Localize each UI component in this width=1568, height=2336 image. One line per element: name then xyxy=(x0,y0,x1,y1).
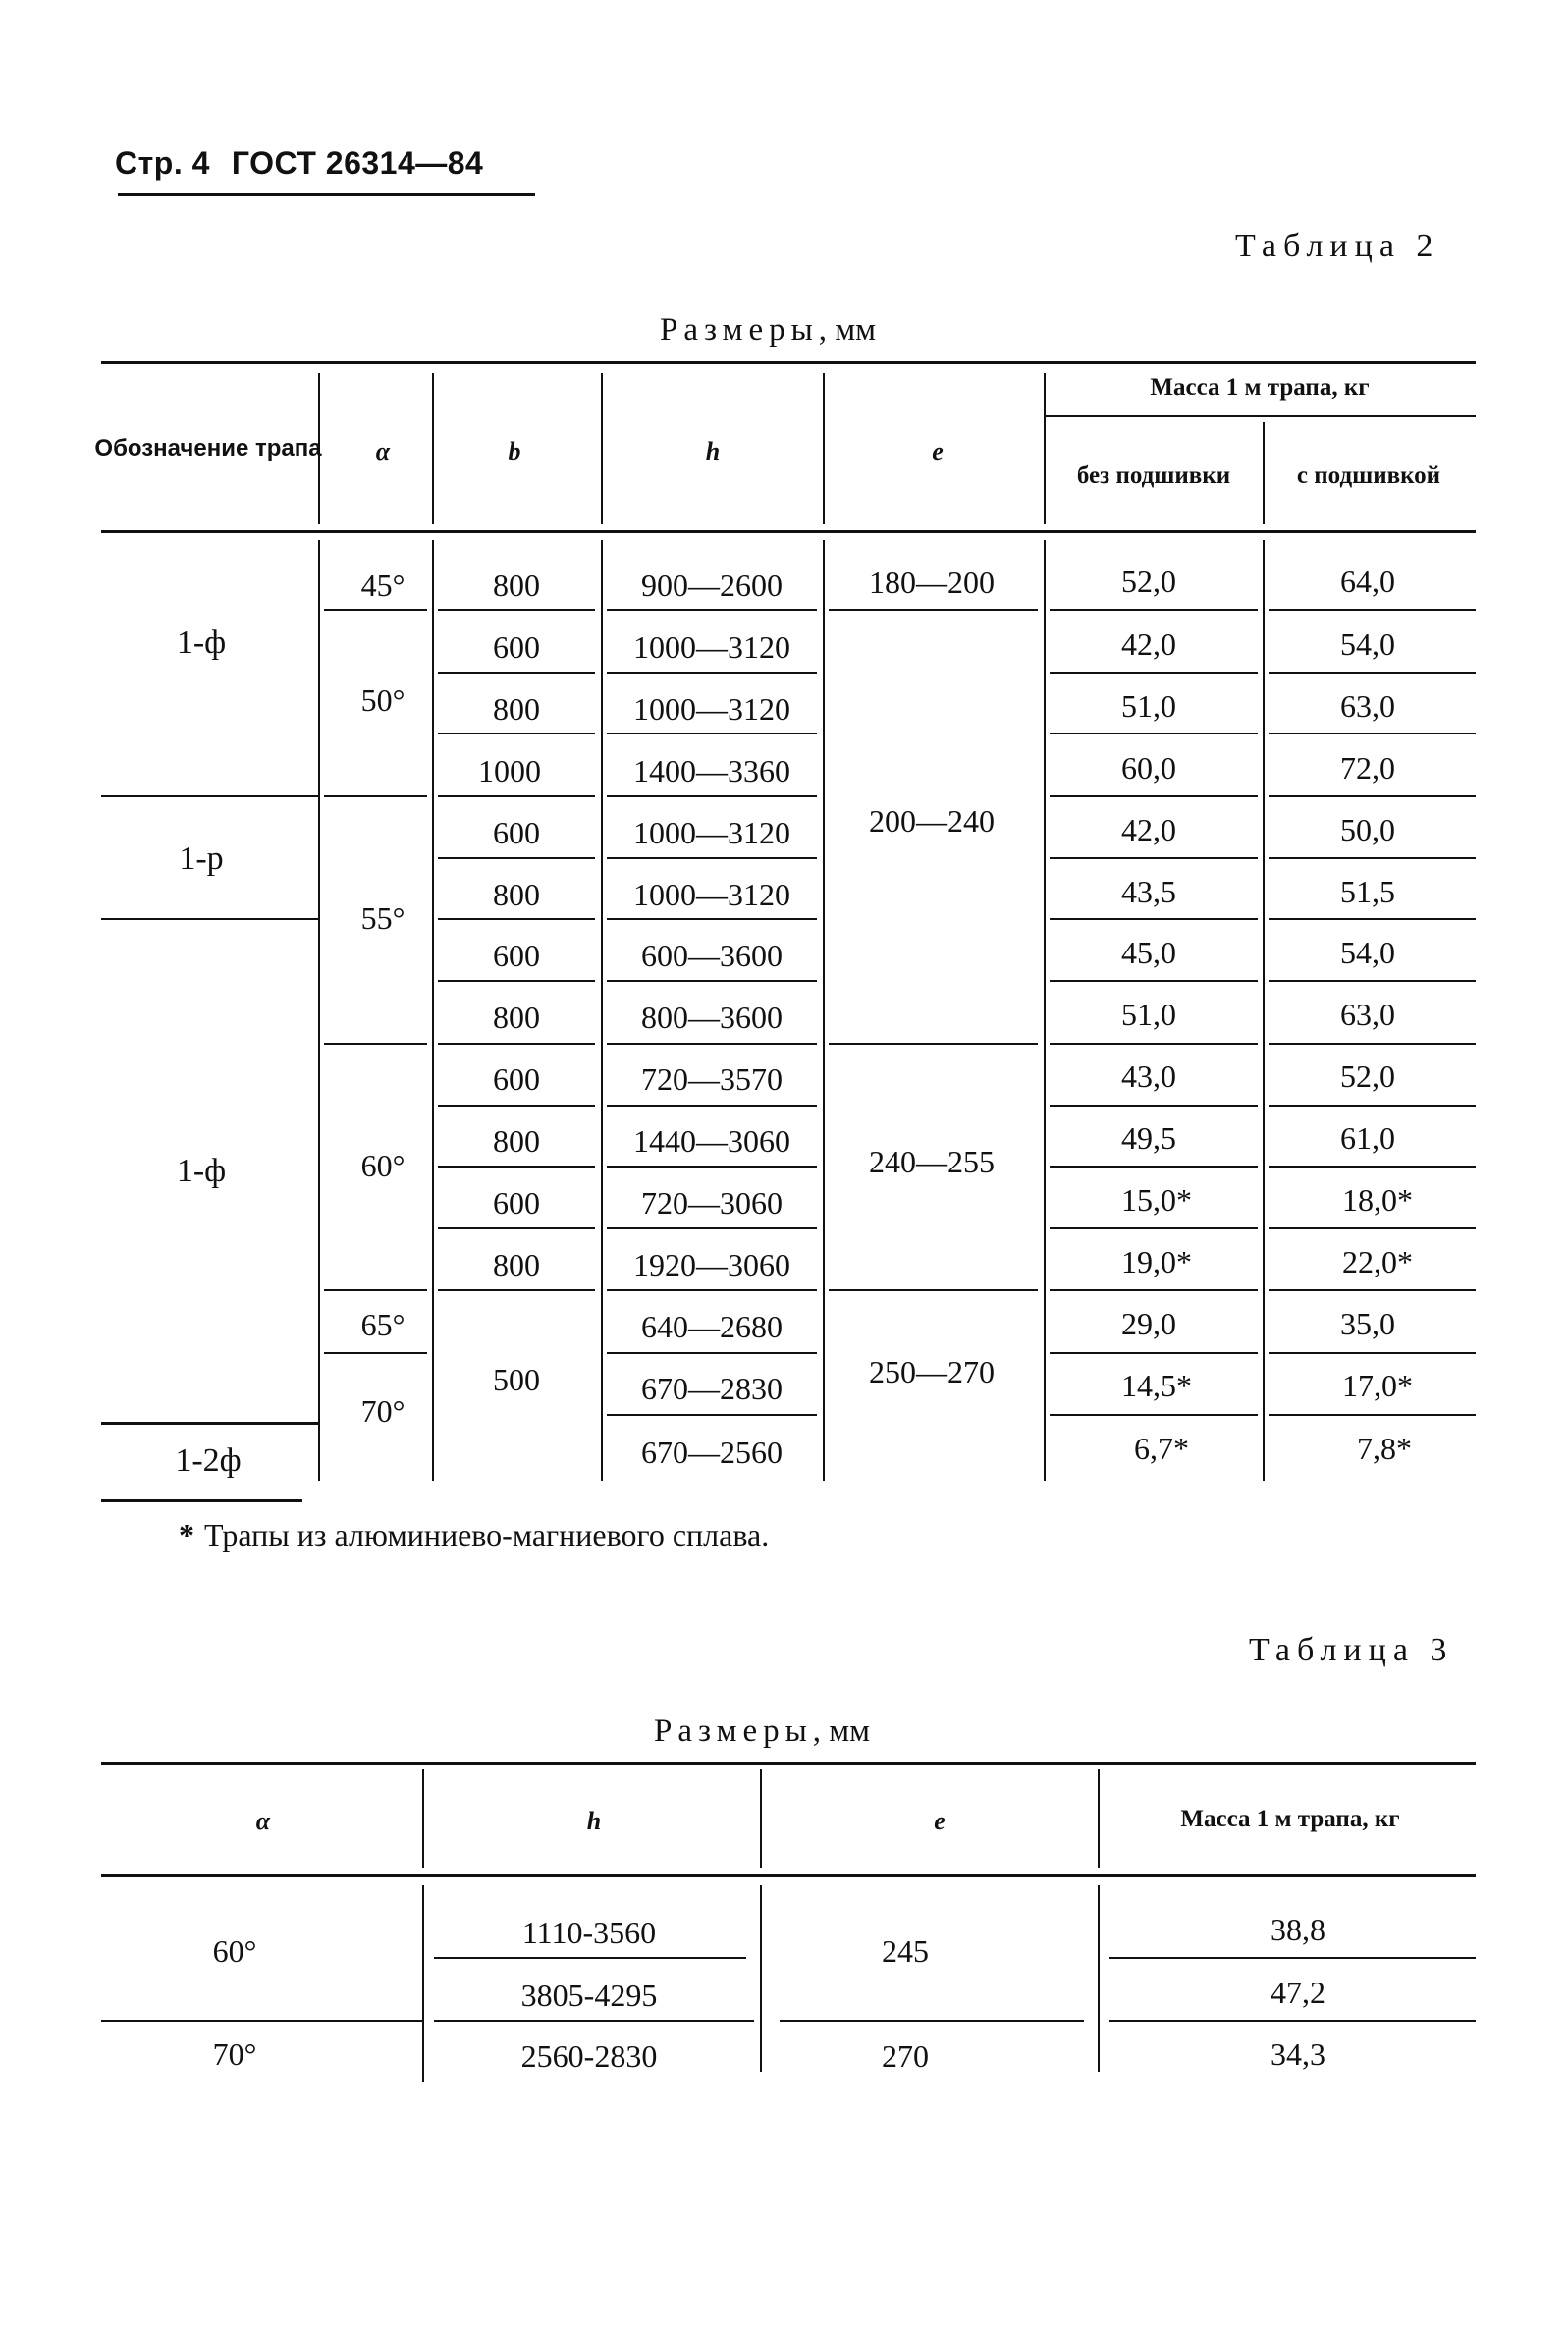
rule xyxy=(601,373,603,524)
rule xyxy=(422,1769,424,1868)
rule xyxy=(601,540,603,1481)
rule xyxy=(1050,1352,1258,1354)
h-value: 720—3570 xyxy=(641,1061,783,1097)
mass-without-value: 42,0 xyxy=(1121,626,1176,662)
rule xyxy=(607,1289,817,1291)
rule xyxy=(101,1762,1476,1765)
rule xyxy=(438,1043,595,1045)
col-header-e: e xyxy=(932,437,944,465)
rule xyxy=(1269,1105,1476,1107)
rule xyxy=(1050,1414,1258,1416)
rule xyxy=(1269,609,1476,611)
mass-without-value: 51,0 xyxy=(1121,997,1176,1032)
b-value: 800 xyxy=(493,1000,540,1035)
rule xyxy=(1269,672,1476,674)
col-header-e: e xyxy=(934,1807,946,1835)
mass-with-value: 61,0 xyxy=(1340,1120,1395,1156)
rule xyxy=(434,2020,754,2022)
b-value: 600 xyxy=(493,1061,540,1097)
mass-without-value: 42,0 xyxy=(1121,812,1176,847)
col-header-designation: Обозначение трапа xyxy=(94,435,322,462)
rule xyxy=(607,795,817,797)
table2-caption: Таблица 2 xyxy=(1235,228,1440,264)
rule xyxy=(438,1289,595,1291)
h-value: 1440—3060 xyxy=(633,1123,790,1159)
rule xyxy=(1046,415,1476,417)
e-value: 270 xyxy=(882,2038,929,2074)
h-value: 2560-2830 xyxy=(520,2038,658,2074)
rule xyxy=(829,1289,1038,1291)
mass-value: 38,8 xyxy=(1271,1912,1325,1947)
col-header-alpha: α xyxy=(375,437,391,465)
designation-label: 1-р xyxy=(179,841,224,877)
rule xyxy=(438,918,595,920)
page-number: Стр. 4 xyxy=(115,145,210,181)
h-value: 1000—3120 xyxy=(633,815,790,850)
rule xyxy=(1050,857,1258,859)
rule xyxy=(101,361,1476,364)
rule xyxy=(1269,857,1476,859)
mass-without-value: 19,0* xyxy=(1121,1244,1192,1279)
mass-without-value: 29,0 xyxy=(1121,1306,1176,1341)
rule xyxy=(607,1166,817,1168)
rule xyxy=(1050,609,1258,611)
table3-caption: Таблица 3 xyxy=(1249,1632,1454,1668)
col-header-b: b xyxy=(508,437,521,465)
rule xyxy=(607,857,817,859)
rule xyxy=(607,1105,817,1107)
mass-value: 47,2 xyxy=(1271,1975,1325,2010)
mass-with-value: 63,0 xyxy=(1340,997,1395,1032)
b-value: 800 xyxy=(493,568,540,603)
alpha-value: 70° xyxy=(212,2037,257,2072)
rule xyxy=(438,795,595,797)
mass-with-value: 51,5 xyxy=(1340,874,1395,909)
rule xyxy=(1269,795,1476,797)
designation-label: 1-2ф xyxy=(175,1442,242,1479)
e-value: 180—200 xyxy=(869,565,995,600)
rule xyxy=(438,857,595,859)
rule xyxy=(760,1769,762,1868)
h-value: 800—3600 xyxy=(641,1000,783,1035)
rule xyxy=(1098,1885,1100,2072)
rule xyxy=(101,2020,422,2022)
rule xyxy=(1044,373,1046,524)
rule xyxy=(324,1289,427,1291)
h-value: 1000—3120 xyxy=(633,877,790,912)
rule xyxy=(1269,733,1476,734)
mass-without-value: 60,0 xyxy=(1121,750,1176,786)
rule xyxy=(1050,1289,1258,1291)
rule xyxy=(823,373,825,524)
rule xyxy=(1269,1043,1476,1045)
rule xyxy=(607,672,817,674)
h-value: 1000—3120 xyxy=(633,629,790,665)
rule xyxy=(607,733,817,734)
rule xyxy=(1050,980,1258,982)
mass-with-value: 18,0* xyxy=(1342,1182,1413,1218)
rule xyxy=(1269,1227,1476,1229)
rule xyxy=(324,795,427,797)
rule xyxy=(780,2020,1084,2022)
rule xyxy=(1109,1957,1476,1959)
designation-label: 1-ф xyxy=(176,625,227,661)
rule xyxy=(1269,980,1476,982)
rule xyxy=(1050,1166,1258,1168)
b-value: 1000 xyxy=(478,753,541,788)
rule xyxy=(1269,918,1476,920)
header-rule xyxy=(118,193,535,196)
e-value: 250—270 xyxy=(869,1354,995,1389)
rule xyxy=(438,733,595,734)
mass-without-value: 43,5 xyxy=(1121,874,1176,909)
alpha-value: 45° xyxy=(360,568,406,603)
standard-code: ГОСТ 26314—84 xyxy=(231,145,484,181)
mass-with-value: 50,0 xyxy=(1340,812,1395,847)
rule xyxy=(101,1422,318,1425)
h-value: 1000—3120 xyxy=(633,691,790,727)
b-value: 600 xyxy=(493,629,540,665)
rule xyxy=(324,609,427,611)
rule xyxy=(1050,795,1258,797)
footnote: * Трапы из алюминиево-магниевого сплава. xyxy=(179,1517,770,1552)
rule xyxy=(1109,2020,1476,2022)
rule xyxy=(1050,672,1258,674)
rule xyxy=(607,1227,817,1229)
rule xyxy=(607,1352,817,1354)
b-value: 600 xyxy=(493,1185,540,1221)
b-value: 800 xyxy=(493,877,540,912)
rule xyxy=(607,918,817,920)
rule xyxy=(318,540,320,1481)
mass-with-value: 64,0 xyxy=(1340,564,1395,599)
designation-label: 1-ф xyxy=(176,1153,227,1189)
b-value: 800 xyxy=(493,691,540,727)
h-value: 1110-3560 xyxy=(521,1915,657,1950)
rule xyxy=(607,1414,817,1416)
rule xyxy=(438,1166,595,1168)
col-header-mass: Масса 1 м трапа, кг xyxy=(1180,1806,1400,1832)
table2-subcaption: Размеры, мм xyxy=(660,312,877,348)
mass-without-value: 6,7* xyxy=(1134,1431,1189,1466)
h-value: 670—2830 xyxy=(641,1371,783,1406)
rule xyxy=(438,609,595,611)
e-value: 240—255 xyxy=(869,1144,995,1179)
mass-with-value: 17,0* xyxy=(1342,1368,1413,1403)
h-value: 720—3060 xyxy=(641,1185,783,1221)
rule xyxy=(438,1105,595,1107)
alpha-value: 55° xyxy=(360,900,406,936)
rule xyxy=(829,1043,1038,1045)
mass-with-value: 22,0* xyxy=(1342,1244,1413,1279)
table3-subcaption: Размеры, мм xyxy=(654,1713,871,1749)
rule xyxy=(422,1885,424,2082)
mass-with-value: 35,0 xyxy=(1340,1306,1395,1341)
alpha-value: 65° xyxy=(360,1307,406,1342)
col-header-h: h xyxy=(586,1807,602,1835)
rule xyxy=(432,373,434,524)
e-value: 200—240 xyxy=(869,803,995,839)
rule xyxy=(434,1957,746,1959)
rule xyxy=(101,1874,1476,1877)
rule xyxy=(438,672,595,674)
h-value: 1400—3360 xyxy=(633,753,790,788)
alpha-value: 50° xyxy=(360,682,406,718)
rule xyxy=(324,1352,427,1354)
mass-with-value: 52,0 xyxy=(1340,1059,1395,1094)
rule xyxy=(1269,1352,1476,1354)
rule xyxy=(101,530,1476,533)
rule xyxy=(1050,733,1258,734)
h-value: 1920—3060 xyxy=(633,1247,790,1282)
mass-without-value: 45,0 xyxy=(1121,935,1176,970)
rule xyxy=(1050,918,1258,920)
rule xyxy=(1263,422,1265,524)
b-value: 800 xyxy=(493,1123,540,1159)
col-header-mass-without: без подшивки xyxy=(1076,462,1231,489)
rule xyxy=(1098,1769,1100,1868)
mass-without-value: 51,0 xyxy=(1121,688,1176,724)
page-header xyxy=(115,145,483,182)
rule xyxy=(432,540,434,1481)
mass-without-value: 14,5* xyxy=(1121,1368,1192,1403)
h-value: 640—2680 xyxy=(641,1309,783,1344)
rule xyxy=(1044,540,1046,1481)
rule xyxy=(607,609,817,611)
rule xyxy=(760,1885,762,2072)
mass-with-value: 72,0 xyxy=(1340,750,1395,786)
mass-with-value: 7,8* xyxy=(1357,1431,1412,1466)
rule xyxy=(438,1227,595,1229)
rule xyxy=(1050,1105,1258,1107)
mass-without-value: 49,5 xyxy=(1121,1120,1176,1156)
rule xyxy=(438,980,595,982)
rule xyxy=(823,540,825,1481)
col-header-alpha: α xyxy=(255,1807,271,1835)
mass-without-value: 15,0* xyxy=(1121,1182,1192,1218)
alpha-value: 60° xyxy=(360,1148,406,1183)
rule xyxy=(1269,1166,1476,1168)
b-value: 600 xyxy=(493,938,540,973)
mass-with-value: 54,0 xyxy=(1340,626,1395,662)
rule xyxy=(1263,540,1265,1481)
rule xyxy=(101,1499,302,1502)
h-value: 670—2560 xyxy=(641,1435,783,1470)
h-value: 3805-4295 xyxy=(520,1978,658,2013)
b-value: 600 xyxy=(493,815,540,850)
alpha-value: 70° xyxy=(360,1393,406,1429)
col-header-mass-with: с подшивкой xyxy=(1296,462,1441,489)
rule xyxy=(1269,1289,1476,1291)
rule xyxy=(607,980,817,982)
rule xyxy=(324,1043,427,1045)
rule xyxy=(607,1043,817,1045)
rule xyxy=(101,795,318,797)
mass-value: 34,3 xyxy=(1271,2037,1325,2072)
rule xyxy=(1050,1227,1258,1229)
h-value: 600—3600 xyxy=(641,938,783,973)
col-header-h: h xyxy=(705,437,721,465)
rule xyxy=(829,609,1038,611)
rule xyxy=(1269,1414,1476,1416)
h-value: 900—2600 xyxy=(641,568,783,603)
mass-without-value: 43,0 xyxy=(1121,1059,1176,1094)
mass-with-value: 54,0 xyxy=(1340,935,1395,970)
b-value: 500 xyxy=(493,1362,540,1397)
alpha-value: 60° xyxy=(212,1933,257,1969)
mass-with-value: 63,0 xyxy=(1340,688,1395,724)
rule xyxy=(1050,1043,1258,1045)
e-value: 245 xyxy=(882,1933,929,1969)
mass-without-value: 52,0 xyxy=(1121,564,1176,599)
col-header-mass: Масса 1 м трапа, кг xyxy=(1150,374,1370,401)
rule xyxy=(101,918,318,920)
b-value: 800 xyxy=(493,1247,540,1282)
